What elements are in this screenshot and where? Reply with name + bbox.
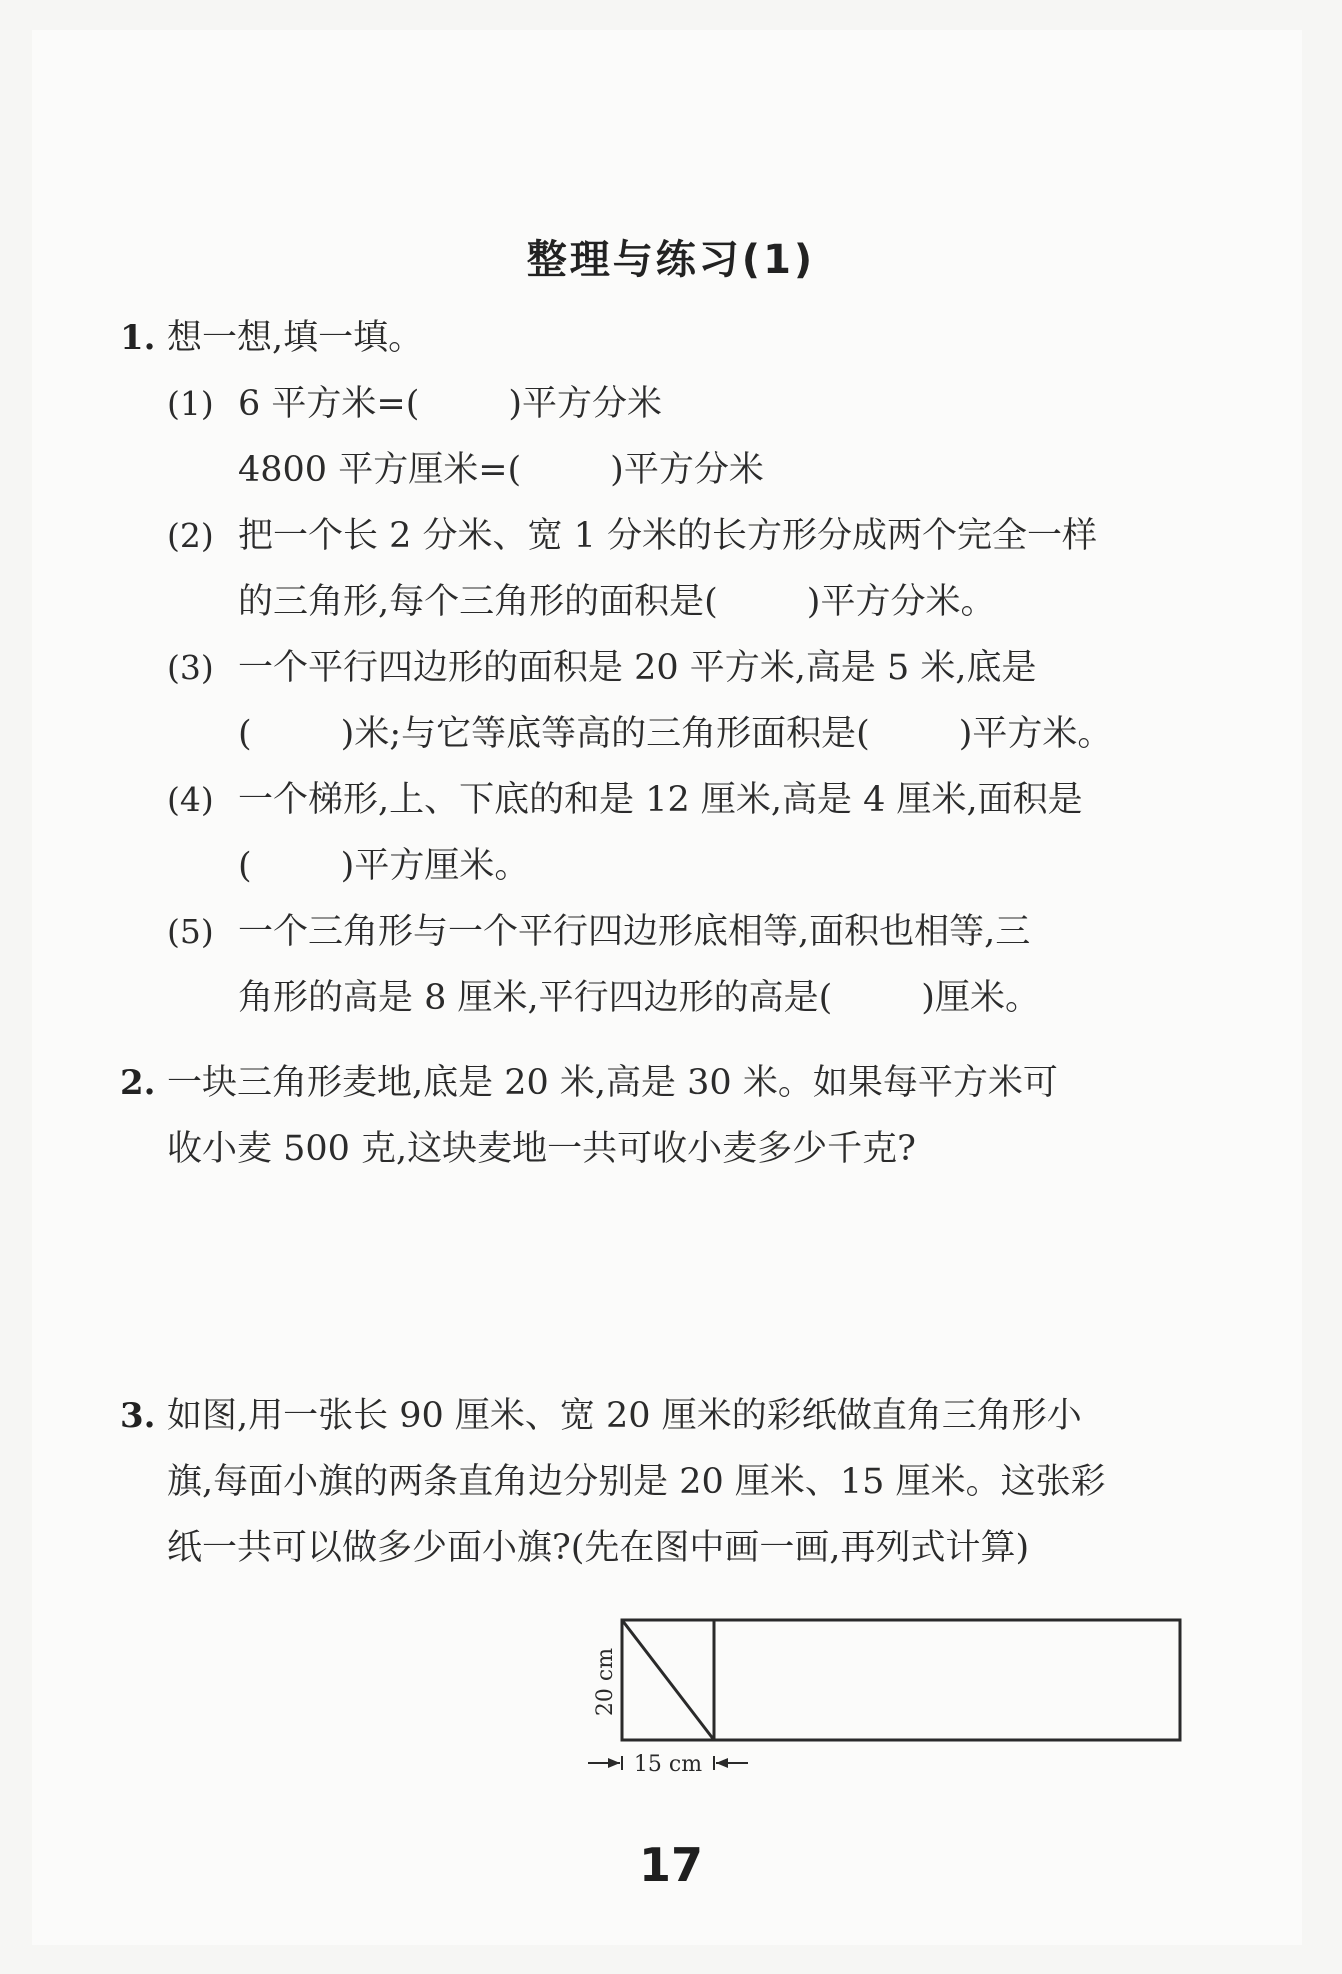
- question-3-line-1: 如图,用一张长 90 厘米、宽 20 厘米的彩纸做直角三角形小: [167, 1396, 1082, 1436]
- question-2-line-2: 收小麦 500 克,这块麦地一共可收小麦多少千克?: [167, 1129, 916, 1169]
- question-2-line-1: 一块三角形麦地,底是 20 米,高是 30 米。如果每平方米可: [167, 1063, 1058, 1103]
- width-dim-right-arrowhead: [716, 1758, 728, 1768]
- q1-item-4-label: (4): [167, 780, 214, 819]
- q1-item-3-label: (3): [167, 648, 214, 687]
- question-2-number: 2.: [120, 1063, 156, 1103]
- page-number: 17: [638, 1838, 703, 1892]
- q1-item-2-line-1: 把一个长 2 分米、宽 1 分米的长方形分成两个完全一样: [238, 516, 1098, 556]
- q1-item-4-line-1: 一个梯形,上、下底的和是 12 厘米,高是 4 厘米,面积是: [238, 780, 1083, 820]
- question-3-line-2: 旗,每面小旗的两条直角边分别是 20 厘米、15 厘米。这张彩: [167, 1462, 1106, 1502]
- q1-item-3-line-1: 一个平行四边形的面积是 20 平方米,高是 5 米,底是: [238, 648, 1037, 688]
- question-1-prompt: 想一想,填一填。: [167, 318, 424, 358]
- q1-item-5-label: (5): [167, 912, 214, 951]
- width-dim-left-arrowhead: [608, 1758, 620, 1768]
- page-title: 整理与练习(1): [526, 237, 816, 283]
- q1-item-1-line-1: 6 平方米=( )平方分米: [238, 384, 663, 424]
- height-label: 20 cm: [593, 1647, 618, 1717]
- question-3-line-3: 纸一共可以做多少面小旗?(先在图中画一画,再列式计算): [167, 1528, 1030, 1568]
- question-1-number: 1.: [120, 318, 156, 358]
- q1-item-4-line-2: ( )平方厘米。: [238, 846, 530, 886]
- q1-item-5-line-2: 角形的高是 8 厘米,平行四边形的高是( )厘米。: [238, 978, 1040, 1018]
- width-label: 15 cm: [633, 1752, 703, 1777]
- q1-item-5-line-1: 一个三角形与一个平行四边形底相等,面积也相等,三: [238, 912, 1031, 952]
- flag-diagonal: [622, 1620, 714, 1740]
- paper-strip-outline: [622, 1620, 1180, 1740]
- question-3-number: 3.: [120, 1396, 156, 1436]
- q1-item-3-line-2: ( )米;与它等底等高的三角形面积是( )平方米。: [238, 714, 1113, 754]
- q1-item-2-line-2: 的三角形,每个三角形的面积是( )平方分米。: [238, 582, 996, 622]
- q1-item-1-label: (1): [167, 384, 214, 423]
- paper-strip-figure: [582, 1610, 1202, 1790]
- q1-item-2-label: (2): [167, 516, 214, 555]
- q1-item-1-line-2: 4800 平方厘米=( )平方分米: [238, 450, 764, 490]
